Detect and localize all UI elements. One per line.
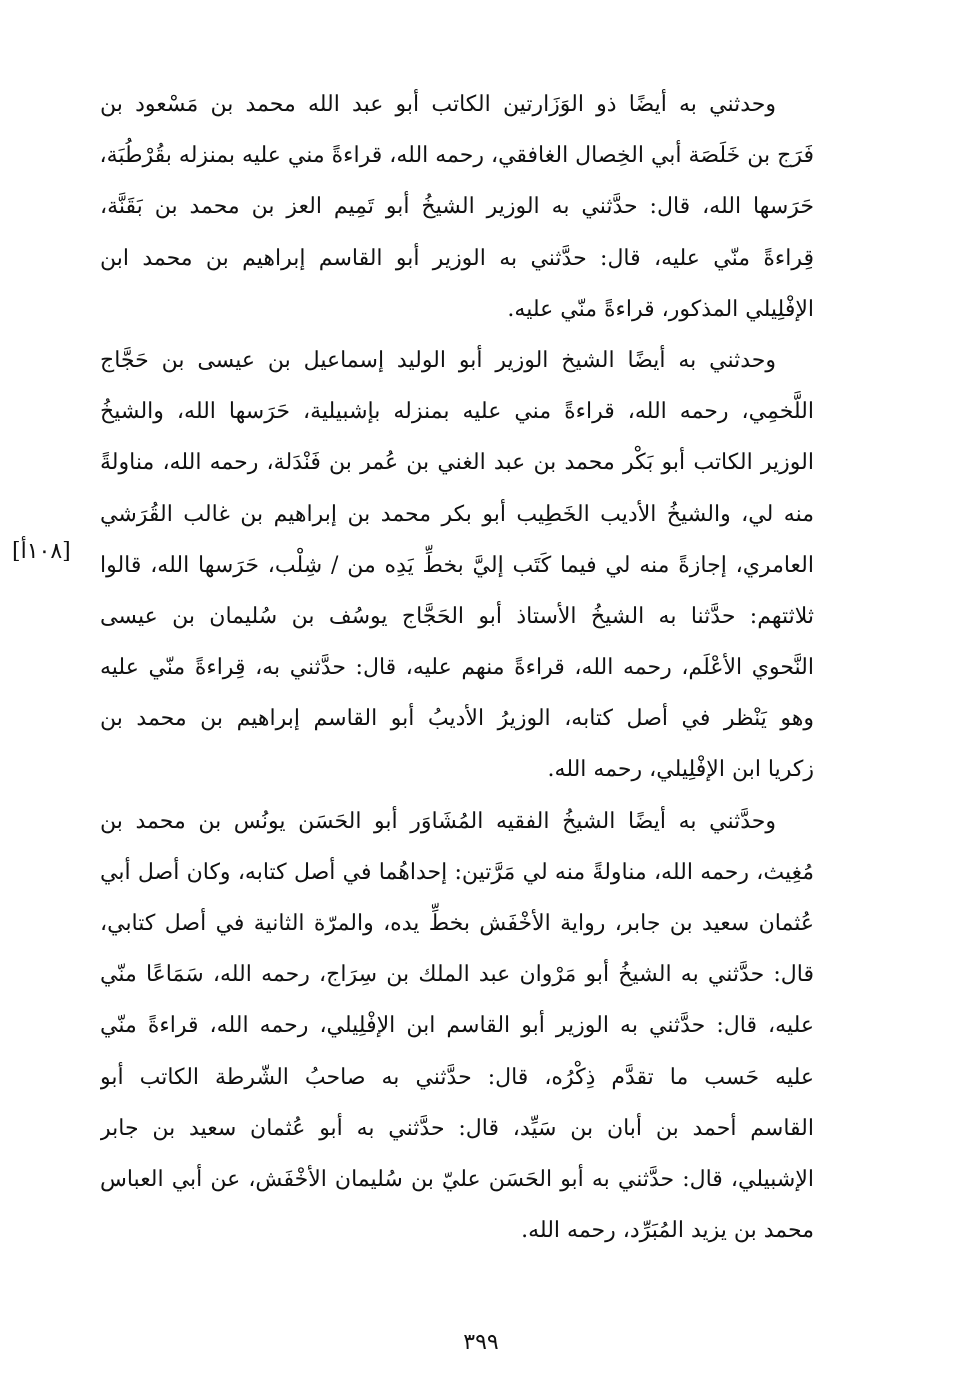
- text-line: العامري، إجازةً منه لي فيما كَتَب إليَّ بخطِّ يَدِه من / شِلْب، حَرَسها الله، قالوا: [100, 552, 814, 578]
- text-line: وحدثني به أيضًا الشيخ الوزير أبو الوليد إسماعيل بن عيسى بن حَجَّاج: [100, 347, 776, 373]
- text-line: القاسم أحمد بن أبان بن سَيِّد، قال: حدَّثني به أبو عُثمان سعيد بن جابر: [100, 1115, 814, 1141]
- text-line: منه لي، والشيخُ الأديب الخَطِيب أبو بكر محمد بن إبراهيم بن غالب القُرَشي: [100, 501, 814, 527]
- text-line: الوزير الكاتب أبو بَكْر محمد بن عبد الغني بن عُمر بن فَنْدَلة، رحمه الله، مناولةً: [100, 450, 814, 476]
- main-text: [100, 79, 814, 1256]
- text-line: زكريا ابن الإفْلِيلي، رحمه الله.: [547, 757, 814, 783]
- text-line: عليه حَسب ما تقدَّم ذِكْرُه، قال: حدَّثني به صاحبُ الشّرطة الكاتب أبو: [100, 1064, 814, 1090]
- text-line: حَرَسها الله، قال: حدَّثني به الوزير الشيخُ أبو تَمِيم العز بن محمد بن بَقَنَّة،: [100, 194, 814, 220]
- text-line: النَّحوي الأعْلَم، رحمه الله، قراءةً منهم عليه، قال: حدَّثني به، قِراءةً منّي عليه: [100, 655, 814, 681]
- text-line: عُثمان سعيد بن جابر، رواية الأخْفَش بخطِّ يده، والمرّة الثانية في أصل كتابي،: [100, 911, 814, 936]
- text-line: مُغِيث، رحمه الله، مناولةً منه لي مَرَّتين: إحداهُما في أصل كتابه، وكان أصل أبي: [100, 859, 814, 885]
- text-line: اللَّخمِي، رحمه الله، قراءةً مني عليه بمنزله بإشبيلية، حَرَسها الله، والشيخُ: [100, 399, 814, 425]
- text-line: فَرَج بن خَلَصَة أبي الخِصال الغافقي، رحمه الله، قراءةً مني عليه بمنزله بقُرْطُبَة،: [100, 143, 814, 169]
- text-line: وحدَّثني به أيضًا الشيخُ الفقيه المُشَاوَر أبو الحَسَن يونُس بن محمد بن: [100, 808, 776, 834]
- text-line: الإفْلِيلي المذكور، قراءةً منّي عليه.: [507, 296, 814, 322]
- page-number: ٣٩٩: [463, 1330, 499, 1355]
- text-line: الإشبيلي، قال: حدَّثني به أبو الحَسَن عليّ بن سُليمان الأخْفَش، عن أبي العباس: [100, 1166, 814, 1192]
- text-line: وهو يَنْظر في أصل كتابه، الوزيرُ الأديبُ أبو القاسم إبراهيم بن محمد بن: [100, 706, 814, 732]
- text-line: قِراءةً منّي عليه، قال: حدَّثني به الوزير أبو القاسم إبراهيم بن محمد ابن: [100, 245, 814, 271]
- text-line: قال: حدَّثني به الشيخُ أبو مَرْوان عبد الملك بن سِرَاج، رحمه الله، سَمَاعًا منّي: [100, 962, 814, 988]
- text-line: عليه، قال: حدَّثني به الوزير أبو القاسم ابن الإفْلِيلي، رحمه الله، قراءةً منّي: [100, 1013, 814, 1039]
- text-line: ثلاثتهم: حدَّثنا به الشيخُ الأستاذ أبو الحَجَّاج يوسُف بن سُليمان بن عيسى: [100, 603, 814, 629]
- text-line: محمد بن يزيد المُبَرِّد، رحمه الله.: [521, 1218, 814, 1244]
- manuscript-folio-marker: [١٠٨أ]: [12, 539, 71, 564]
- text-line: وحدثني به أيضًا ذو الوَزَارتين الكاتب أبو عبد الله محمد بن مَسْعود بن: [100, 92, 776, 117]
